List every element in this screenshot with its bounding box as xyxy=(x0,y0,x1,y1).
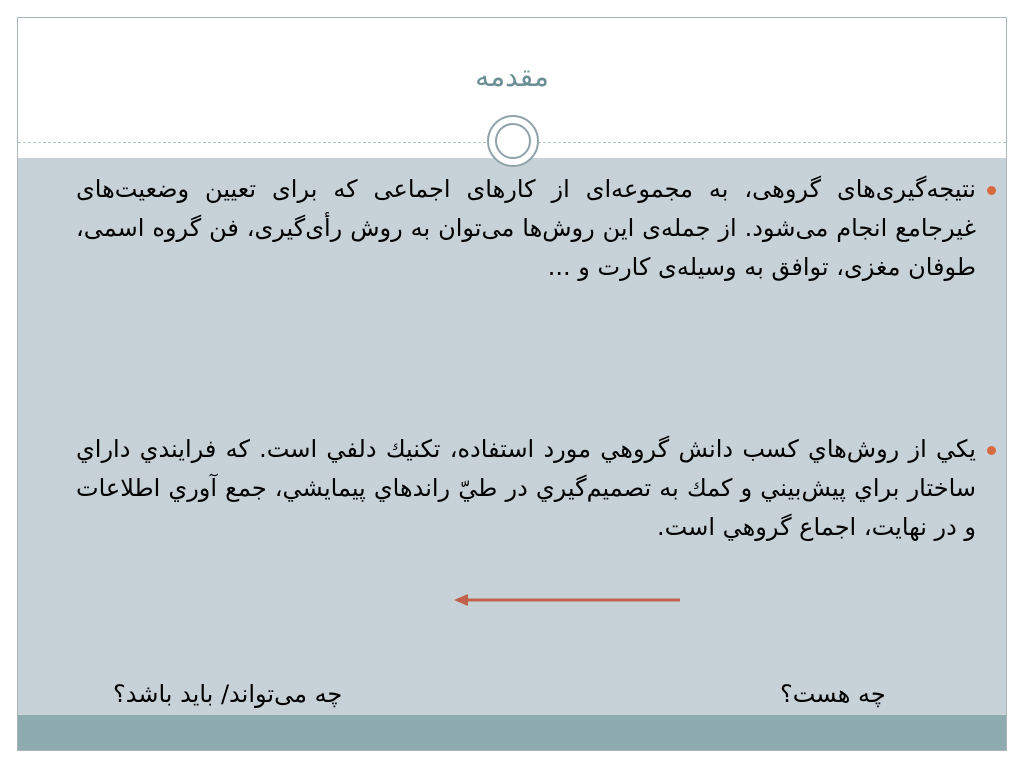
footer-band xyxy=(18,715,1006,750)
slide xyxy=(17,17,1007,751)
left-arrow-icon xyxy=(452,591,684,609)
divider-circle-inner xyxy=(495,123,531,159)
slide-title: مقدمه xyxy=(475,60,549,93)
question-what-is: چه هست؟ xyxy=(780,680,886,708)
bullet-text-1: نتیجه‌گیری‌های گروهی، به مجموعه‌ای از کارهای اجماعی که برای تعیین وضعیت‌های غیرجامع انجام می‌شود. از جمله‌ی این روش‌ها می‌توان به روش رأی‌گیری، فن گروه اسمی، طوفان مغزی، توافق به وسیله‌ی کارت و ... xyxy=(76,175,976,281)
bullet-dot-icon xyxy=(987,186,996,195)
bullet-item-1 xyxy=(76,170,976,287)
bullet-text-2: يکي از روش‌هاي کسب دانش گروهي مورد استفاده، تکنيك دلفي است. که فرايندي داراي ساختار براي پيش‌بيني و كمك به تصميم‌گيري در طيّ راندهاي پيمايشي، جمع آوري اطلاعات و در نهايت، اجماع گروهي است. xyxy=(76,435,976,541)
divider-circle-ornament xyxy=(487,115,539,167)
bullet-dot-icon xyxy=(987,446,996,455)
bullet-item-2 xyxy=(76,430,976,547)
question-what-could-be: چه می‌تواند/ باید باشد؟ xyxy=(113,680,343,708)
